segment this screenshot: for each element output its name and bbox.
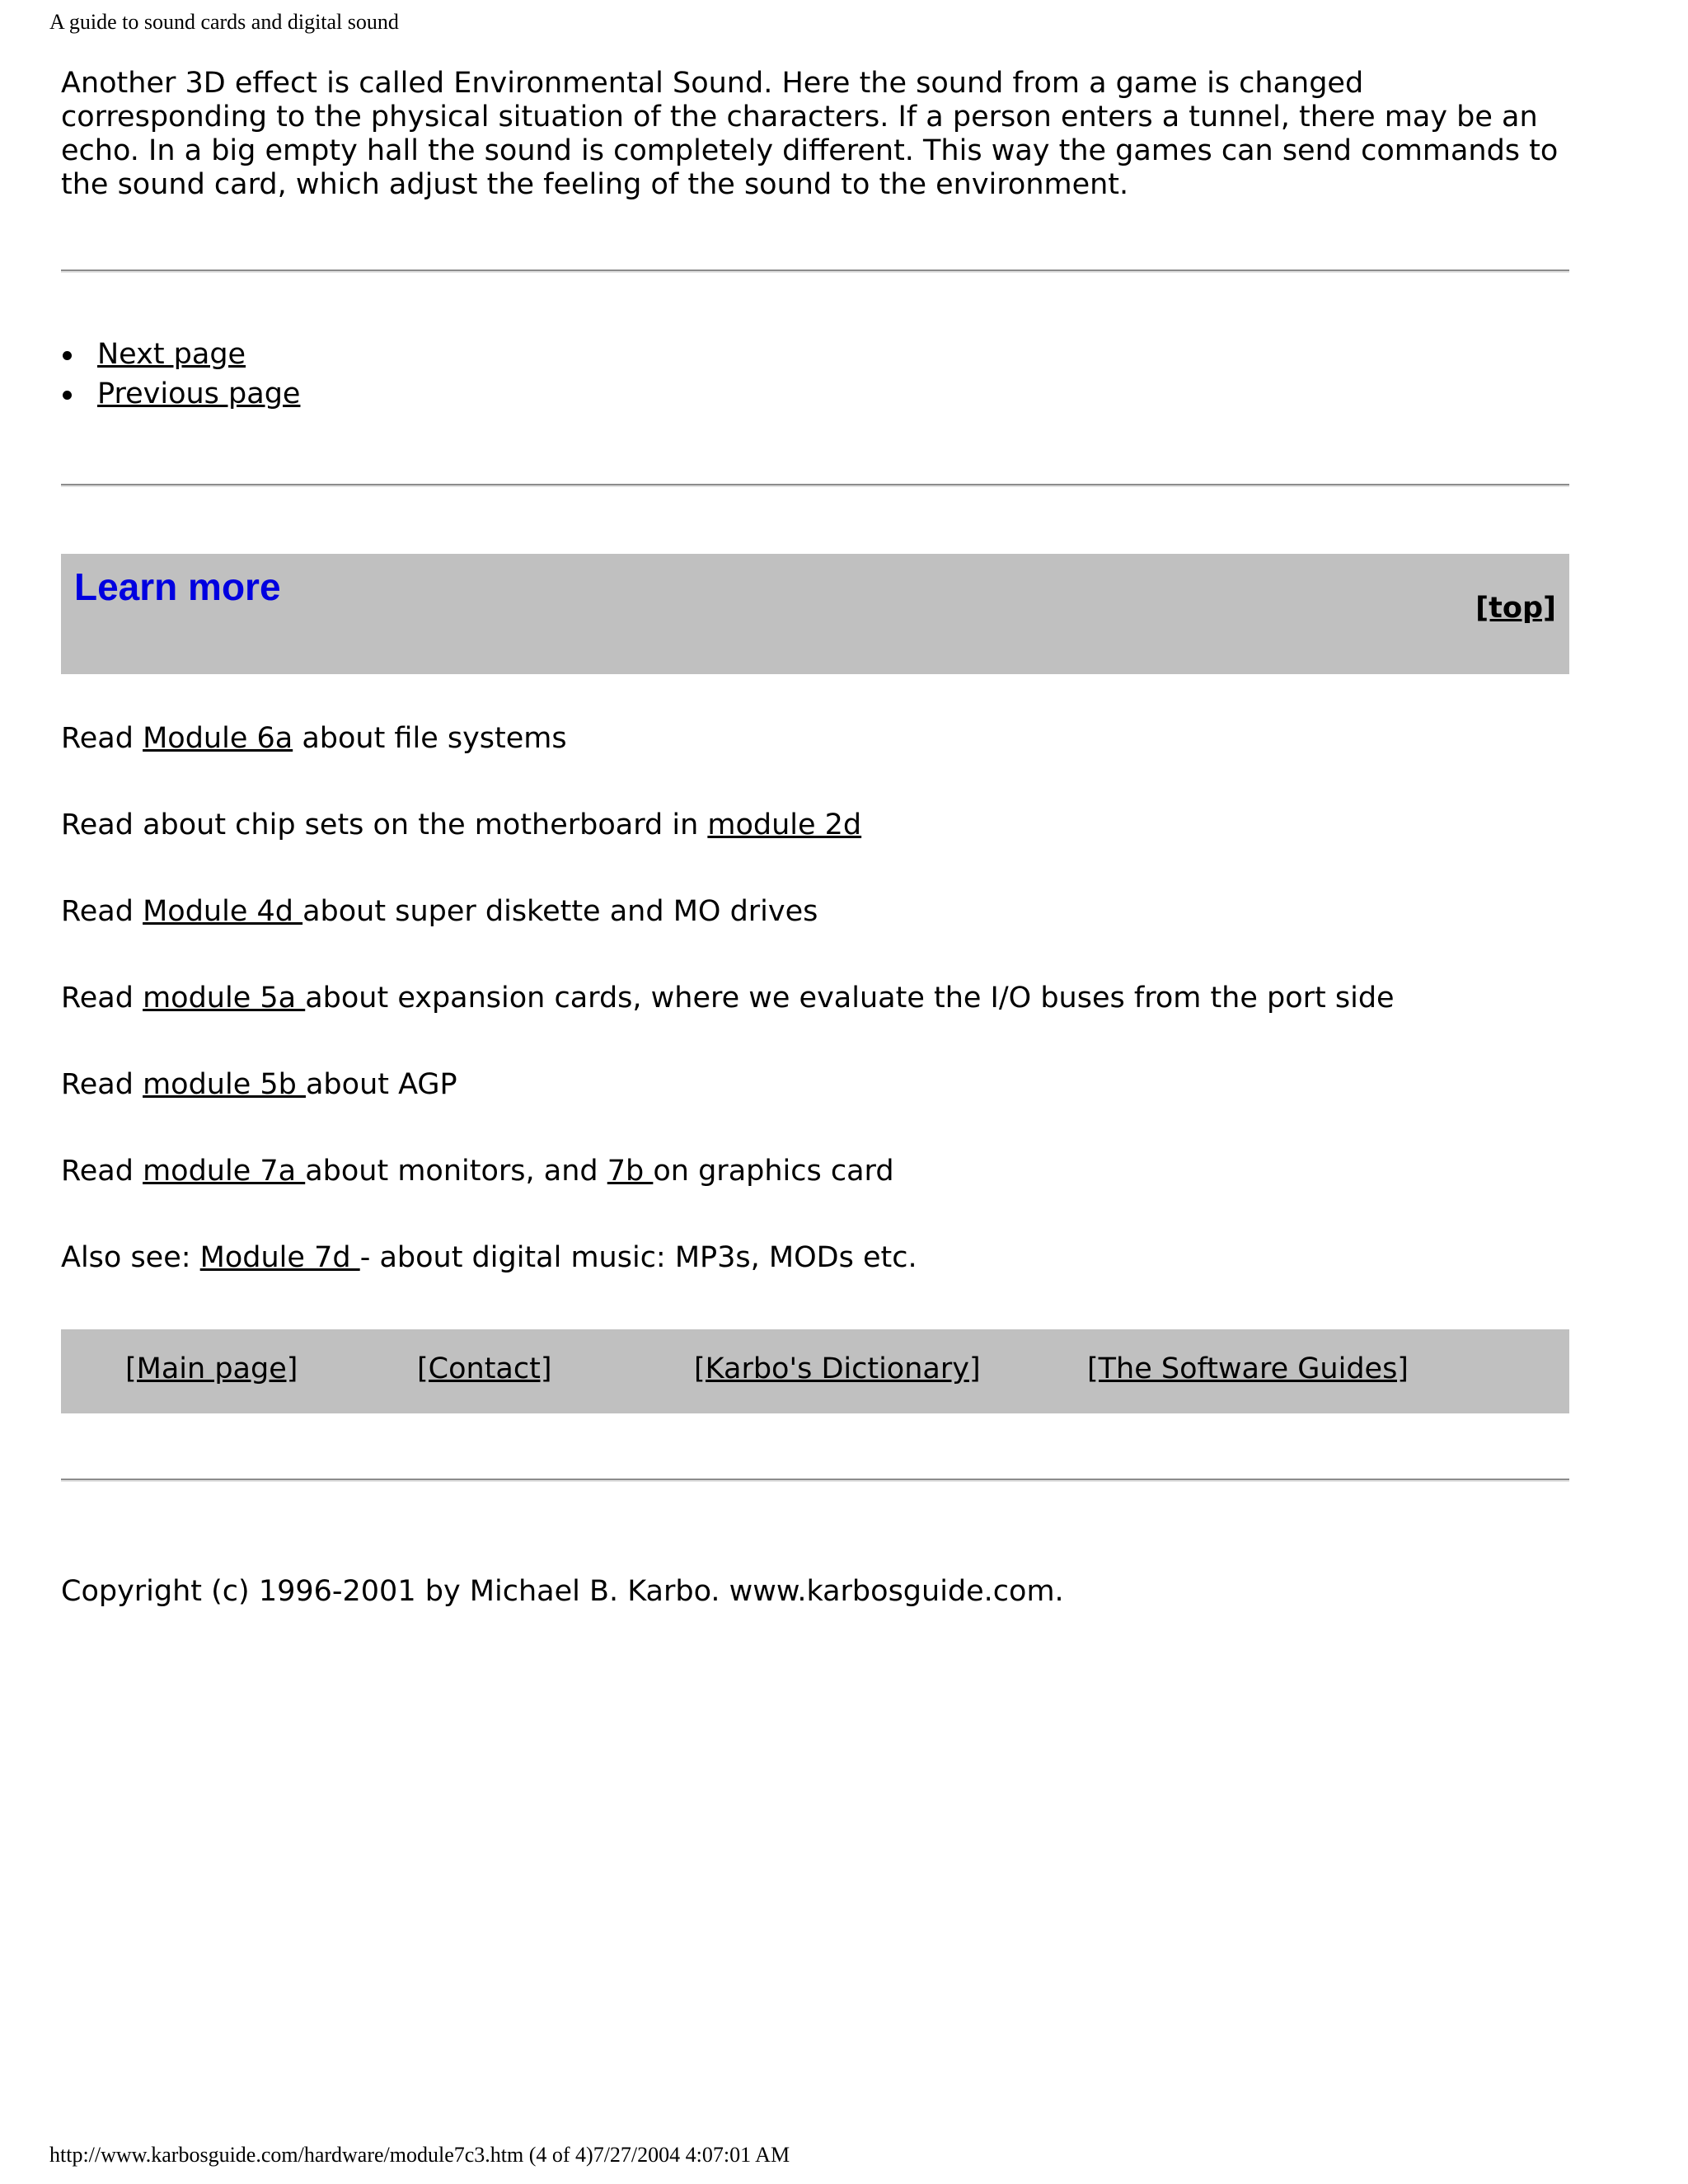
- read-text: - about digital music: MP3s, MODs etc.: [359, 1241, 917, 1274]
- read-text: about super diskette and MO drives: [302, 895, 818, 928]
- print-footer: http://www.karbosguide.com/hardware/module7c3.htm (4 of 4)7/27/2004 4:07:01 AM: [49, 2143, 790, 2167]
- read-text: Read: [61, 722, 143, 755]
- read-text: about expansion cards, where we evaluate the I/O buses from the port side: [305, 982, 1395, 1015]
- read-line-module-2d: [61, 808, 861, 842]
- dictionary-link[interactable]: [Karbo's Dictionary]: [694, 1352, 981, 1385]
- read-text: Read: [61, 1068, 143, 1101]
- bullet-icon: [63, 391, 72, 400]
- copyright-text: Copyright (c) 1996-2001 by Michael B. Karbo. www.karbosguide.com.: [61, 1575, 1064, 1608]
- module-5a-link[interactable]: module 5a: [143, 982, 306, 1015]
- divider-3: [61, 1479, 1569, 1482]
- read-text: Read: [61, 895, 143, 928]
- divider-1: [61, 269, 1569, 273]
- page-nav-list: [61, 335, 300, 414]
- read-line-module-6a: [61, 722, 567, 756]
- bullet-icon: [63, 351, 72, 360]
- module-6a-link[interactable]: Module 6a: [143, 722, 293, 755]
- print-header: A guide to sound cards and digital sound: [49, 10, 399, 34]
- read-line-module-4d: [61, 895, 818, 929]
- previous-page-link[interactable]: Previous page: [97, 377, 301, 410]
- learn-more-header: [61, 554, 1569, 674]
- contact-link[interactable]: [Contact]: [417, 1352, 552, 1385]
- footer-nav-bar: [61, 1329, 1569, 1413]
- read-text: on graphics card: [653, 1155, 894, 1188]
- intro-paragraph: Another 3D effect is called Environmental Sound. Here the sound from a game is changed corresponding to the physical situation of the characters. If a person enters a tunnel, there may be an echo. In a big empty hall the sound is completely different. This way the games can send commands to the sound card, which adjust the feeling of the sound to the environment.: [61, 67, 1559, 201]
- read-line-module-7a: [61, 1155, 894, 1188]
- module-4d-link[interactable]: Module 4d: [143, 895, 303, 928]
- module-5b-link[interactable]: module 5b: [143, 1068, 306, 1101]
- list-item: [61, 374, 300, 414]
- read-text: Also see:: [61, 1241, 200, 1274]
- software-guides-link[interactable]: [The Software Guides]: [1087, 1352, 1409, 1385]
- read-text: Read: [61, 1155, 143, 1188]
- main-page-link[interactable]: [Main page]: [125, 1352, 298, 1385]
- read-line-module-7d: [61, 1241, 917, 1275]
- module-7b-link[interactable]: 7b: [607, 1155, 654, 1188]
- module-7d-link[interactable]: Module 7d: [199, 1241, 360, 1274]
- module-7a-link[interactable]: module 7a: [143, 1155, 306, 1188]
- top-link[interactable]: [top]: [1475, 592, 1556, 625]
- list-item: [61, 335, 300, 374]
- learn-more-title: Learn more: [74, 565, 281, 608]
- read-text: Read: [61, 982, 143, 1015]
- read-line-module-5a: [61, 982, 1395, 1015]
- divider-2: [61, 484, 1569, 487]
- read-text: about file systems: [293, 722, 567, 755]
- read-text: Read about chip sets on the motherboard in: [61, 808, 708, 841]
- read-text: about AGP: [305, 1068, 457, 1101]
- next-page-link[interactable]: Next page: [97, 338, 246, 371]
- read-line-module-5b: [61, 1068, 457, 1102]
- module-2d-link[interactable]: module 2d: [707, 808, 862, 841]
- read-text: about monitors, and: [305, 1155, 607, 1188]
